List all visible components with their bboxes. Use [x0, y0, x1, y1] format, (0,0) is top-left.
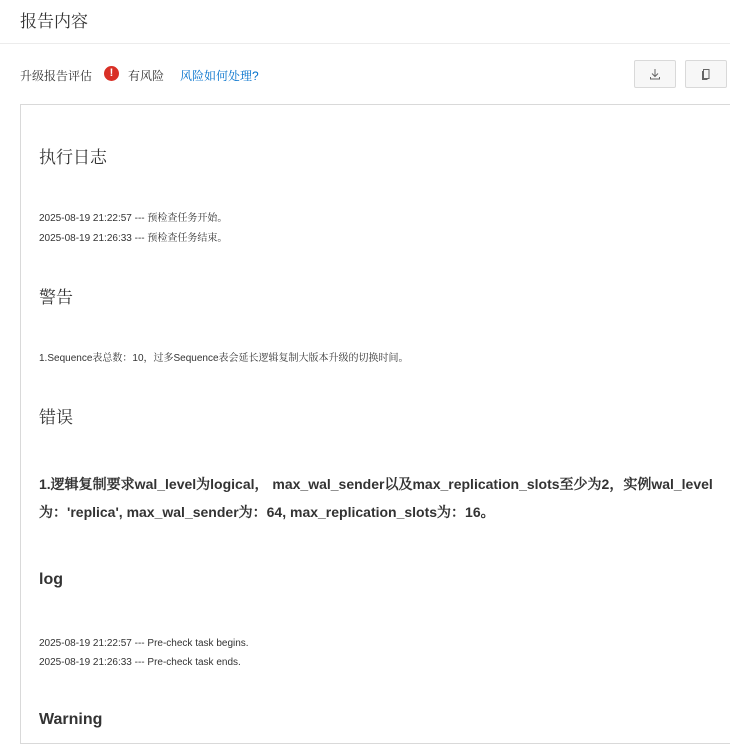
log-line: 2025-08-19 21:22:57 --- 预检查任务开始。 [39, 213, 228, 224]
warning-en-section-title: Warning [39, 711, 103, 728]
download-button[interactable] [634, 60, 676, 88]
log-line: 2025-08-19 21:26:33 --- 预检查任务结束。 [39, 233, 228, 244]
risk-status-label: 有风险 [128, 69, 165, 83]
download-icon [649, 68, 661, 80]
error-line: 1.逻辑复制要求wal_level为logical， max_wal_sender以及max_replication_slots至少为2，实例wal_level为：'replica', max_wal_sender为：64, max_replication_slots为：16。 [39, 476, 713, 520]
report-content-panel [20, 104, 730, 744]
risk-handling-link[interactable]: 风险如何处理? [180, 69, 259, 83]
warning-line: 1.Sequence表总数：10，过多Sequence表会延长逻辑复制大版本升级的切换时间。 [39, 353, 409, 364]
log-en-section-title: log [39, 571, 63, 588]
alert-icon: ! [104, 66, 119, 81]
page-header [0, 0, 730, 44]
log-section-title: 执行日志 [39, 148, 107, 167]
log-en-line: 2025-08-19 21:22:57 --- Pre-check task begins. [39, 638, 249, 649]
page-title: 报告内容 [20, 12, 88, 31]
copy-button[interactable] [685, 60, 727, 88]
evaluation-label: 升级报告评估 [20, 69, 93, 83]
error-section-title: 错误 [39, 408, 73, 427]
copy-icon [700, 68, 712, 80]
status-bar [0, 58, 730, 92]
warning-section-title: 警告 [39, 288, 73, 307]
log-en-line: 2025-08-19 21:26:33 --- Pre-check task ends. [39, 657, 241, 668]
